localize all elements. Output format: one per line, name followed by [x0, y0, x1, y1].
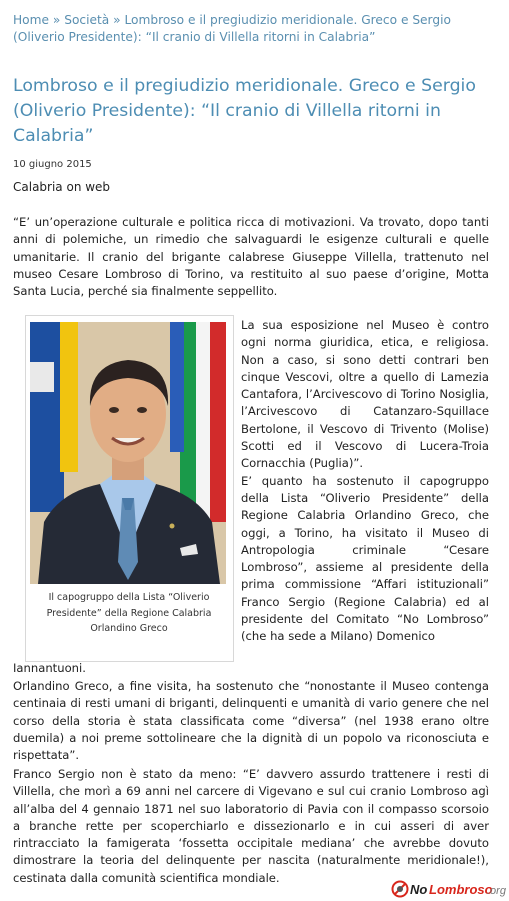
breadcrumb-home-link[interactable]: Home	[13, 13, 49, 27]
article-paragraph: “E’ un’operazione culturale e politica ricca di motivazioni. Va trovato, dopo tanti anni di polemiche, un rimedio che salvaguardi le esigenze culturali e quelle umanitarie. Il cranio del brigante calabrese Giuseppe Villella, trattenuto nel museo Cesare Lombroso di Torino, va restituito al suo paese d’origine, Motta Santa Lucia, perché sia finalmente seppellito.	[13, 215, 489, 299]
nolombroso-watermark-logo	[391, 880, 506, 898]
article-paragraph: Franco Sergio non è stato da meno: “E’ davvero assurdo trattenere i resti di Villella, che morì a 69 anni nel carcere di Vigevano e sul cui cranio Lombroso agì all’alba del 4 gennaio 1871 nel suo laboratorio di Pavia con il compasso scorsoio a branche rette per scoperchiarlo e dissezionarlo e in cui asseri di aver rintracciato la famigerata ‘fossetta occipitale mediana’ che avrebbe dovuto dimostrare la teoria del delinquente per nascita (naturalmente meridionale!), cestinata dalla comunità scientifica mondiale.	[13, 767, 489, 885]
breadcrumb-separator: »	[113, 13, 121, 27]
article-paragraph: La sua esposizione nel Museo è contro ogni norma giuridica, etica, e religiosa. Non a caso, si sono detti contrari ben cinque Vescovi, oltre a quello di Lamezia Cantafora, l’Arcivescovo di Torino Nosiglia, l’Arcivescovo di Catanzaro-Squillace Bertolone, il Vescovo di Trivento (Molise) Scotti ed il Vescovo di Lucera-Troia Cornacchia (Puglia)”.	[241, 318, 489, 471]
article-paragraph: Orlandino Greco, a fine visita, ha sostenuto che “nonostante il Museo contenga centinaia di resti umani di briganti, delinquenti e umanità di vario genere che nel corso della storia è stata classificata come “diversa” (nel 1938 erano oltre duemila) a noi preme sottolineare che la dignità di un popolo va riconosciuta e rispettata”.	[13, 679, 489, 763]
breadcrumb	[13, 12, 498, 46]
article-source: Calabria on web	[13, 180, 111, 194]
article-figure	[25, 315, 234, 662]
logo-text-tld: .org	[487, 885, 506, 897]
article-paragraph-continuation: Iannantuoni.	[13, 661, 86, 675]
article-paragraph: E’ quanto ha sostenuto il capogruppo della Lista “Oliverio Presidente” della Regione Calabria Orlandino Greco, che oggi, a Torino, ha visitato il Museo di Antropologia criminale “Cesare Lombroso”, assieme al presidente della prima commissione “Affari istituzionali” Franco Sergio (Regione Calabria) ed al presidente del Comitato “No Lombroso” (che ha sede a Milano) Domenico	[241, 473, 489, 644]
breadcrumb-separator: »	[52, 13, 61, 27]
portrait-photo-image	[30, 322, 226, 584]
image-caption: Il capogruppo della Lista “Oliverio Presidente” della Regione Calabria Orlandino Greco	[46, 592, 212, 634]
breadcrumb-section-link[interactable]: Società	[64, 13, 110, 27]
portrait-photo	[30, 322, 226, 584]
article-date: 10 giugno 2015	[13, 159, 92, 170]
side-column	[241, 317, 489, 646]
breadcrumb-current: Lombroso e il pregiudizio meridionale. Greco e Sergio (Oliverio Presidente): “Il cranio di Villella ritorni in Calabria”	[13, 13, 451, 44]
logo-text-brand: Lombroso	[429, 882, 493, 897]
logo-text-no: No	[410, 882, 428, 897]
article-title: Lombroso e il pregiudizio meridionale. Greco e Sergio (Oliverio Presidente): “Il cranio di Villella ritorni in Calabria”	[13, 76, 476, 146]
